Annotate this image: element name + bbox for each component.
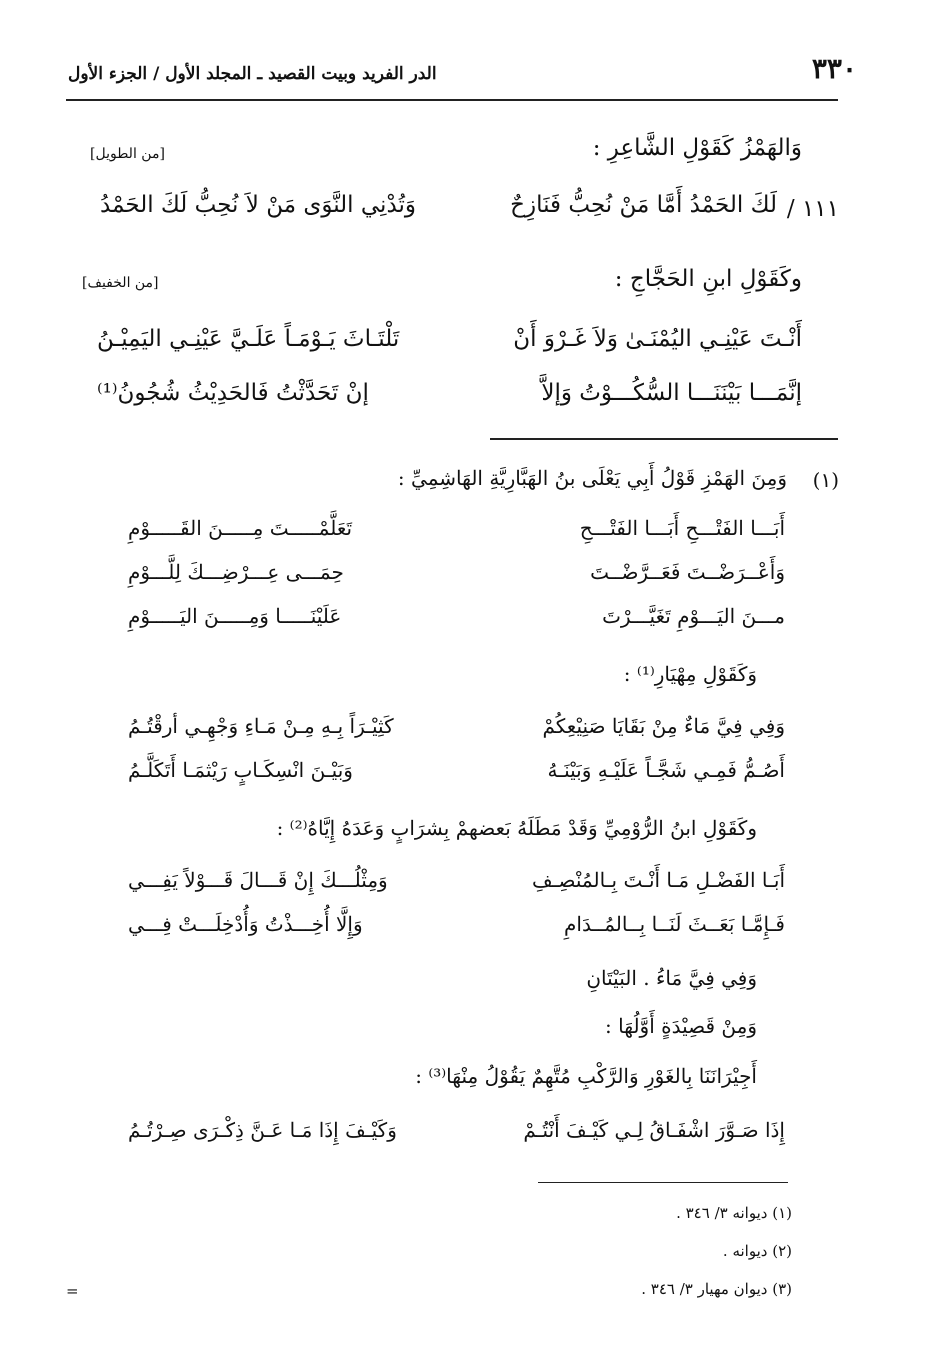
page-number: ٣٣٠ bbox=[811, 52, 857, 85]
line-bayt: وَفِي فِيَّ مَاءُ . البَيْتَانِ bbox=[586, 966, 757, 990]
footnote-intro: وَمِنَ الهَمْزِ قَوْلُ أَبِي يَعْلَى بنُ الهَبَّارِيَّةِ الهَاشِمِيِّ : bbox=[397, 466, 787, 490]
margin-mark: = bbox=[66, 1282, 79, 1300]
hubbariyya-verse-3-first: مـــنَ اليَـــوْمِ تَغَيَّـــرْتَ bbox=[602, 604, 785, 628]
footnote-1: (١) ديوانه ٣/ ٣٤٦ . bbox=[676, 1204, 792, 1222]
separator-rule bbox=[490, 438, 838, 440]
footnote-3: (٣) ديوان مهيار ٣/ ٣٤٦ . bbox=[641, 1280, 792, 1298]
hajjaj-verse-2-first: إنَّمَـــا بَيْنَنَـــا السُّكُـــوْتُ وَإلاَّ bbox=[541, 380, 802, 406]
hubbariyya-verse-1-second: تَعَلَّمْـــــتَ مِـــــنَ القَـــــوْمِ bbox=[128, 516, 353, 540]
rumi-verse-2-first: فَـإِمَّـا بَعَــثَ لَنَــا بِــالمُــدَامِ bbox=[564, 912, 785, 936]
meter-khafif: [من الخفيف] bbox=[82, 275, 159, 291]
footnote-rule bbox=[538, 1182, 788, 1183]
footnote-marker: (١) bbox=[812, 468, 839, 492]
hajjaj-verse-1-first: أَنْـتَ عَيْنِـي اليُمْنَـىٰ وَلاَ غَـرْوَ أَنْ bbox=[513, 326, 802, 352]
header-rule bbox=[66, 99, 838, 101]
mihyar-verse-2-second: وَبَيْـنَ انْسِكَـابٍ رَيْثمَـا أَتَكَلَّـمُ bbox=[128, 758, 353, 782]
intro-hajjaj: وكَقَوْلِ ابنِ الحَجَّاجِ : bbox=[614, 266, 802, 292]
verse-111-first: لَكَ الحَمْدُ أَمَّا مَنْ نُحِبُّ فَنَازِحٌ bbox=[510, 192, 777, 218]
verse-number: / ١١١ bbox=[786, 196, 839, 222]
meter-tawil: [من الطويل] bbox=[90, 146, 165, 162]
intro-hamz: وَالهَمْزُ كَقَوْلِ الشَّاعِرِ : bbox=[592, 135, 802, 161]
intro-rumi: وكَقَوْلِ ابنُ الرُّوْمِيِّ وَقَدْ مَطَلَهُ بَعضهمْ بِشرَابٍ وَعَدَهُ إِيَّاهُ⁽²⁾ : bbox=[276, 816, 757, 840]
line-ajiranana: أَجِيْرَانَنَا بِالغَوْرِ وَالرَّكْبِ مُتَّهِمٌ يَقُوْلُ مِنْهَا⁽³⁾ : bbox=[415, 1064, 757, 1088]
rumi-verse-1-second: وَمِثْلُـــكَ إِنْ قَـــالَ قَـــوْلاً يَفِـــي bbox=[128, 868, 388, 892]
hubbariyya-verse-2-first: وَأَعْــرَضْــتَ فَعَــرَّضْــتَ bbox=[590, 560, 785, 584]
mihyar-verse-2-first: أَصُـمُّ فَمِـي شَجَّـاً عَلَيْـهِ وَبَيْنَـهُ bbox=[547, 758, 785, 782]
intro-mihyar: وَكَقَوْلِ مِهْيَارِ⁽¹⁾ : bbox=[623, 662, 757, 686]
hubbariyya-verse-1-first: أَبَـــا الفَتْـــحِ أَبَـــا الفَتْـــحِ bbox=[579, 516, 785, 540]
hajjaj-verse-1-second: تَلْتَـاثَ يَـوْمَـاً عَلَـيَّ عَيْنِـي اليَمِيْـنُ bbox=[97, 326, 400, 352]
footnote-2: (٢) ديوانه . bbox=[722, 1242, 792, 1260]
hubbariyya-verse-2-second: حِمَـــى عِـــرْضِـــكَ لِلَّـــوْمِ bbox=[128, 560, 344, 584]
line-qasida: وَمِنْ قَصِيْدَةٍ أَوَّلُهَا : bbox=[605, 1014, 757, 1038]
rumi-verse-2-second: وَإِلَّا أُخِـــذْتُ وَأُدْخِلَـــتْ فِـــي bbox=[128, 912, 363, 936]
hajjaj-verse-2-second: إنْ تَحَدَّثْتُ فَالحَدِيْثُ شُجُونُ⁽¹⁾ bbox=[97, 380, 369, 406]
mihyar-verse-1-first: وَفِي فِيَّ مَاءٌ مِنْ بَقَايَا صَنِيْعِكُمْ bbox=[542, 714, 785, 738]
last-verse-first: إِذَا صَـوَّرَ اشْفَـاقُ لِـي كَيْـفَ أَنْتُـمْ bbox=[523, 1118, 785, 1142]
verse-111-second: وَتُدْنِي النَّوَى مَنْ لاَ نُحِبُّ لَكَ الحَمْدُ bbox=[100, 192, 417, 218]
rumi-verse-1-first: أَبَـا الفَضْـلِ مَـا أَنْـتَ بِـالمُنْصِـفِ bbox=[531, 868, 785, 892]
mihyar-verse-1-second: كَثِيْـرَاً بِـهِ مِـنْ مَـاءِ وَجْهِـي أرقْتُـمُ bbox=[128, 714, 394, 738]
last-verse-second: وَكَيْـفَ إِذَا مَـا عَـنَّ ذِكْـرَى صِـرْتُـمُ bbox=[128, 1118, 397, 1142]
running-title: الدر الفريد وبيت القصيد ـ المجلد الأول / الجزء الأول bbox=[68, 64, 437, 84]
hubbariyya-verse-3-second: عَلَيْنَـــــا وَمِـــــنَ اليَـــــوْمِ bbox=[128, 604, 342, 628]
